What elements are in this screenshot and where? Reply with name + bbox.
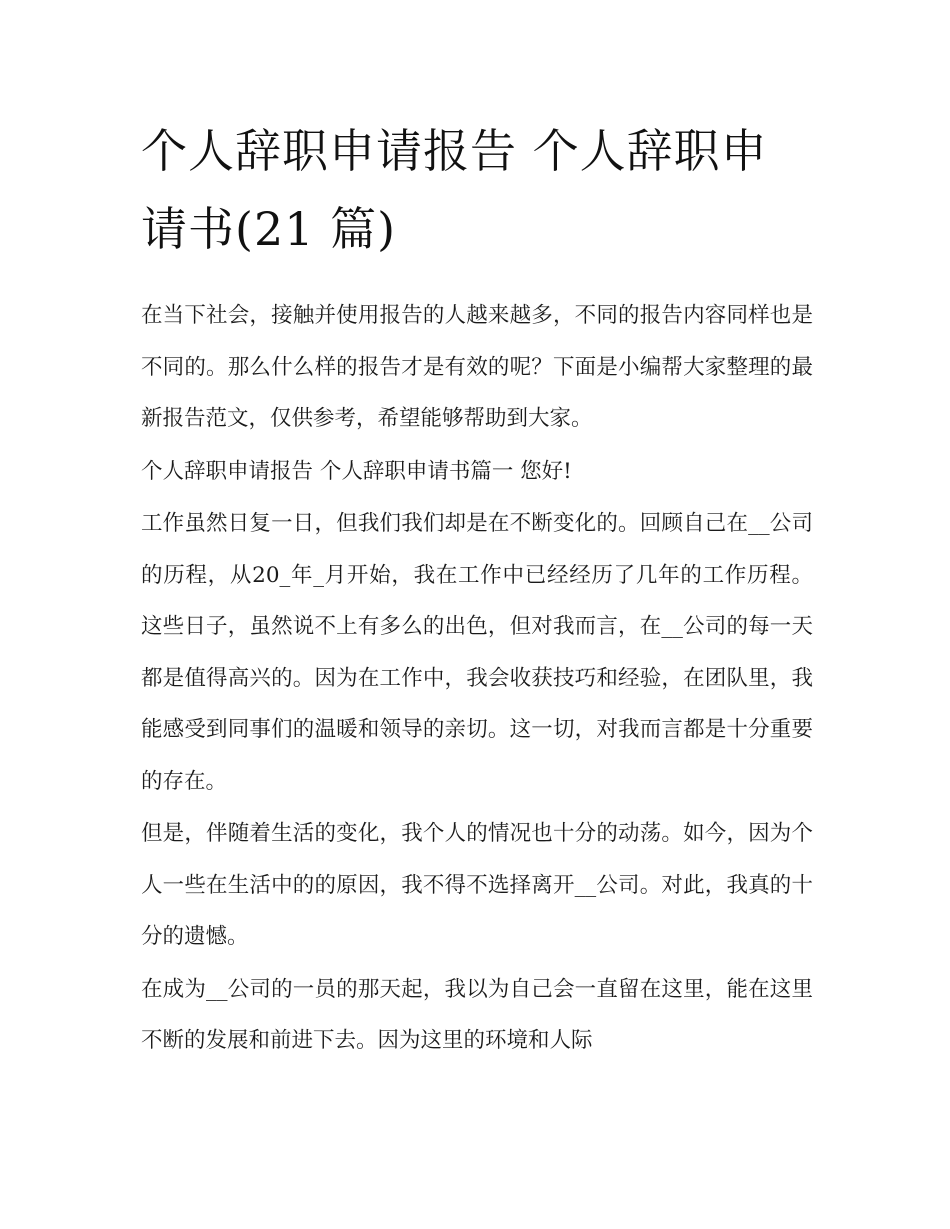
document-body bbox=[141, 290, 813, 1067]
document-page bbox=[141, 112, 813, 1068]
paragraph-work-history: 工作虽然日复一日，但我们我们却是在不断变化的。回顾自己在__公司的历程，从20_年_月开始，我在工作中已经经历了几年的工作历程。这些日子，虽然说不上有多么的出色，但对我而言，在__公司的每一天都是值得高兴的。因为在工作中，我会收获技巧和经验，在团队里，我能感受到同事们的温暖和领导的亲切。这一切，对我而言都是十分重要的存在。 bbox=[141, 511, 813, 794]
document-title: 个人辞职申请报告 个人辞职申请书(21 篇) bbox=[141, 124, 768, 256]
paragraph-reason: 但是，伴随着生活的变化，我个人的情况也十分的动荡。如今，因为个人一些在生活中的的原因，我不得不选择离开__公司。对此，我真的十分的遗憾。 bbox=[141, 821, 813, 949]
paragraph-intro: 在当下社会，接触并使用报告的人越来越多，不同的报告内容同样也是不同的。那么什么样的报告才是有效的呢？下面是小编帮大家整理的最新报告范文，仅供参考，希望能够帮助到大家。 bbox=[141, 303, 813, 431]
paragraph-section-heading: 个人辞职申请报告 个人辞职申请书篇一 您好! bbox=[141, 458, 572, 484]
paragraph-reflection: 在成为__公司的一员的那天起，我以为自己会一直留在这里，能在这里不断的发展和前进下去。因为这里的环境和人际 bbox=[141, 976, 813, 1053]
